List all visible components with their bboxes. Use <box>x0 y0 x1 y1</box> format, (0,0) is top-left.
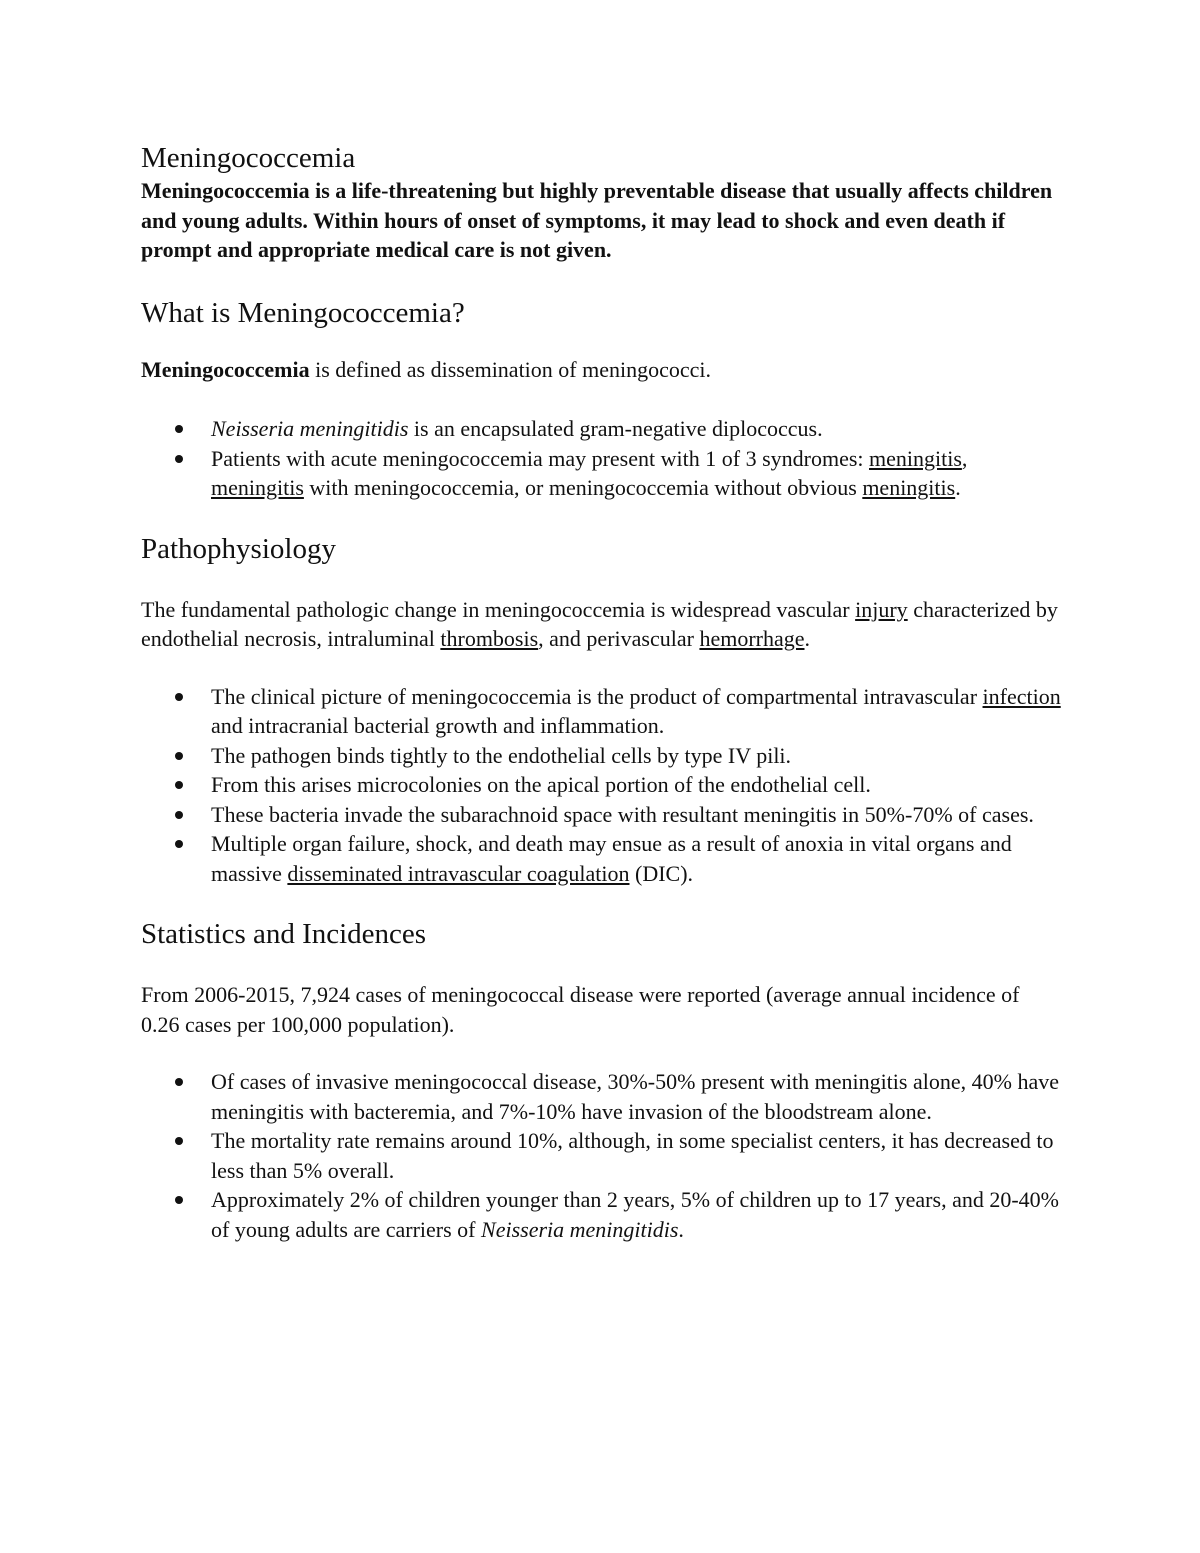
list-item: Approximately 2% of children younger than 2 years, 5% of children up to 17 years, and 20-40% of young adults are carriers of Neisseria meningitidis. <box>211 1185 1061 1244</box>
what-is-bullet-list <box>141 414 1061 503</box>
intro-paragraph: Meningococcemia is a life-threatening but highly preventable disease that usually affects children and young adults. Within hours of onset of symptoms, it may lead to shock and even death if prompt and appropriate medical care is not given. <box>141 178 1053 262</box>
document-page <box>141 140 1061 1244</box>
statistics-paragraph: From 2006-2015, 7,924 cases of meningococcal disease were reported (average annual incidence of 0.26 cases per 100,000 population). <box>141 982 1020 1037</box>
section-heading-statistics: Statistics and Incidences <box>141 918 427 950</box>
list-item: These bacteria invade the subarachnoid space with resultant meningitis in 50%-70% of cases. <box>211 800 1061 830</box>
link-infection[interactable]: infection <box>982 683 1061 709</box>
link-thrombosis[interactable]: thrombosis <box>440 626 539 651</box>
list-item: From this arises microcolonies on the apical portion of the endothelial cell. <box>211 770 1061 800</box>
link-meningitis[interactable]: meningitis <box>211 475 304 500</box>
link-injury[interactable]: injury <box>855 596 908 622</box>
list-item: Patients with acute meningococcemia may present with 1 of 3 syndromes: meningitis, meningitis with meningococcemia, or meningococcemia without obvious meningitis. <box>211 444 1061 503</box>
list-item: The clinical picture of meningococcemia is the product of compartmental intravascular infection and intracranial bacterial growth and inflammation. <box>211 682 1061 741</box>
link-hemorrhage[interactable]: hemorrhage <box>699 626 805 651</box>
document-title: Meningococcemia <box>141 142 356 174</box>
statistics-bullet-list <box>141 1067 1061 1244</box>
definition-paragraph: Meningococcemia is defined as dissemination of meningococci. <box>141 356 712 382</box>
list-item: Neisseria meningitidis is an encapsulated gram-negative diplococcus. <box>211 414 1061 444</box>
list-item: Multiple organ failure, shock, and death may ensue as a result of anoxia in vital organs and massive disseminated intravascular coagulation (DIC). <box>211 829 1061 888</box>
link-dic[interactable]: disseminated intravascular coagulation <box>287 860 630 886</box>
pathophysiology-bullet-list <box>141 682 1061 889</box>
list-item: Of cases of invasive meningococcal disease, 30%-50% present with meningitis alone, 40% have meningitis with bacteremia, and 7%-10% have invasion of the bloodstream alone. <box>211 1067 1061 1126</box>
section-heading-pathophysiology: Pathophysiology <box>141 532 336 565</box>
pathophysiology-paragraph: The fundamental pathologic change in meningococcemia is widespread vascular injury characterized by endothelial necrosis, intraluminal thrombosis, and perivascular hemorrhage. <box>141 596 1058 651</box>
link-meningitis[interactable]: meningitis <box>862 475 956 500</box>
bold-term: Meningococcemia <box>141 356 310 382</box>
list-item: The mortality rate remains around 10%, although, in some specialist centers, it has decreased to less than 5% overall. <box>211 1126 1061 1185</box>
list-item: The pathogen binds tightly to the endothelial cells by type IV pili. <box>211 741 1061 771</box>
section-heading-what-is: What is Meningococcemia? <box>141 296 465 329</box>
link-meningitis[interactable]: meningitis <box>869 445 962 471</box>
